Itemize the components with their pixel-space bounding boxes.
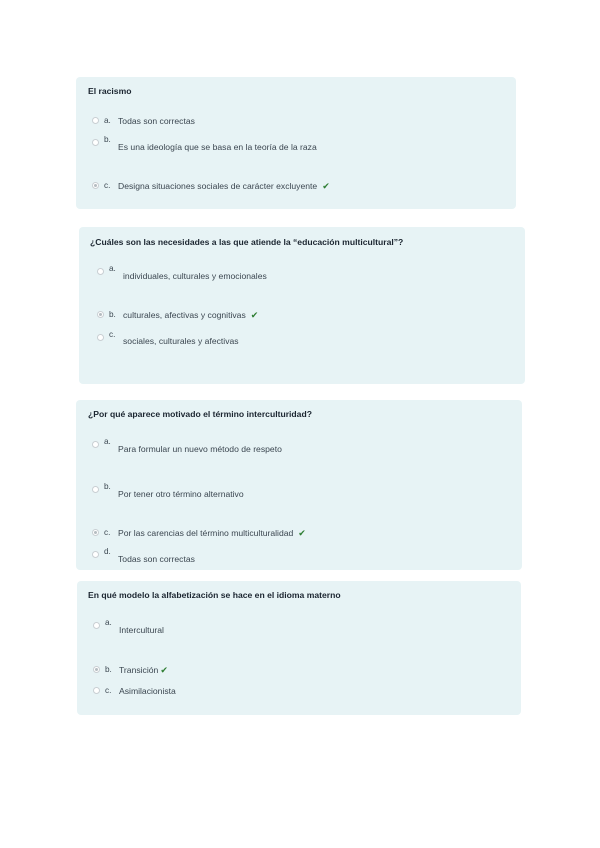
question-card-4	[77, 581, 521, 715]
option-text: sociales, culturales y afectivas	[123, 336, 239, 346]
option-a[interactable]	[92, 437, 282, 454]
option-text: Para formular un nuevo método de respeto	[118, 444, 282, 454]
option-text: individuales, culturales y emocionales	[123, 271, 267, 281]
question-title: En qué modelo la alfabetización se hace en el idioma materno	[88, 590, 341, 600]
option-d[interactable]	[92, 547, 195, 564]
radio-icon[interactable]	[97, 311, 104, 318]
question-title: ¿Por qué aparece motivado el término interculturidad?	[88, 409, 312, 419]
option-letter: d.	[104, 547, 111, 556]
option-letter: a.	[105, 618, 112, 627]
option-c[interactable]	[93, 686, 176, 698]
radio-icon[interactable]	[92, 182, 99, 189]
question-card-3	[76, 400, 522, 570]
radio-icon[interactable]	[97, 334, 104, 341]
question-card-1	[76, 77, 516, 209]
question-title: ¿Cuáles son las necesidades a las que atiende la “educación multicultural”?	[90, 237, 404, 247]
option-text: Transición	[119, 665, 159, 675]
radio-icon[interactable]	[93, 666, 100, 673]
question-title: El racismo	[88, 86, 132, 96]
option-b[interactable]	[92, 135, 317, 152]
check-icon: ✔	[322, 181, 330, 191]
option-text: Por tener otro término alternativo	[118, 489, 244, 499]
radio-icon[interactable]	[92, 139, 99, 146]
radio-icon[interactable]	[93, 687, 100, 694]
option-letter: b.	[109, 310, 116, 319]
option-c[interactable]	[92, 528, 306, 540]
radio-icon[interactable]	[92, 117, 99, 124]
option-c[interactable]	[92, 181, 330, 193]
option-letter: b.	[105, 665, 112, 674]
radio-icon[interactable]	[97, 268, 104, 275]
option-text: Intercultural	[119, 625, 164, 635]
option-a[interactable]	[93, 618, 164, 635]
option-letter: c.	[109, 330, 116, 339]
option-b[interactable]	[97, 310, 258, 322]
option-c[interactable]	[97, 330, 239, 346]
radio-icon[interactable]	[92, 486, 99, 493]
option-letter: c.	[105, 686, 112, 695]
option-text: Es una ideología que se basa en la teoría de la raza	[118, 142, 317, 152]
option-a[interactable]	[92, 116, 195, 128]
option-letter: b.	[104, 482, 111, 491]
option-b[interactable]	[93, 665, 168, 677]
option-text: culturales, afectivas y cognitivas	[123, 310, 246, 320]
radio-icon[interactable]	[92, 529, 99, 536]
option-text: Asimilacionista	[119, 686, 176, 696]
radio-icon[interactable]	[92, 441, 99, 448]
option-letter: c.	[104, 528, 111, 537]
option-text: Todas son correctas	[118, 116, 195, 126]
option-b[interactable]	[92, 482, 244, 499]
option-letter: c.	[104, 181, 111, 190]
option-letter: a.	[104, 437, 111, 446]
question-card-2	[79, 227, 525, 384]
radio-icon[interactable]	[93, 622, 100, 629]
check-icon: ✔	[250, 310, 259, 320]
radio-icon[interactable]	[92, 551, 99, 558]
check-icon: ✔	[160, 665, 168, 675]
check-icon: ✔	[298, 528, 306, 538]
option-letter: b.	[104, 135, 111, 144]
option-text: Por las carencias del término multiculturalidad	[118, 528, 294, 538]
option-letter: a.	[109, 264, 116, 273]
option-text: Todas son correctas	[118, 554, 195, 564]
option-a[interactable]	[97, 264, 267, 281]
option-letter: a.	[104, 116, 111, 125]
option-text: Designa situaciones sociales de carácter excluyente	[118, 181, 318, 191]
